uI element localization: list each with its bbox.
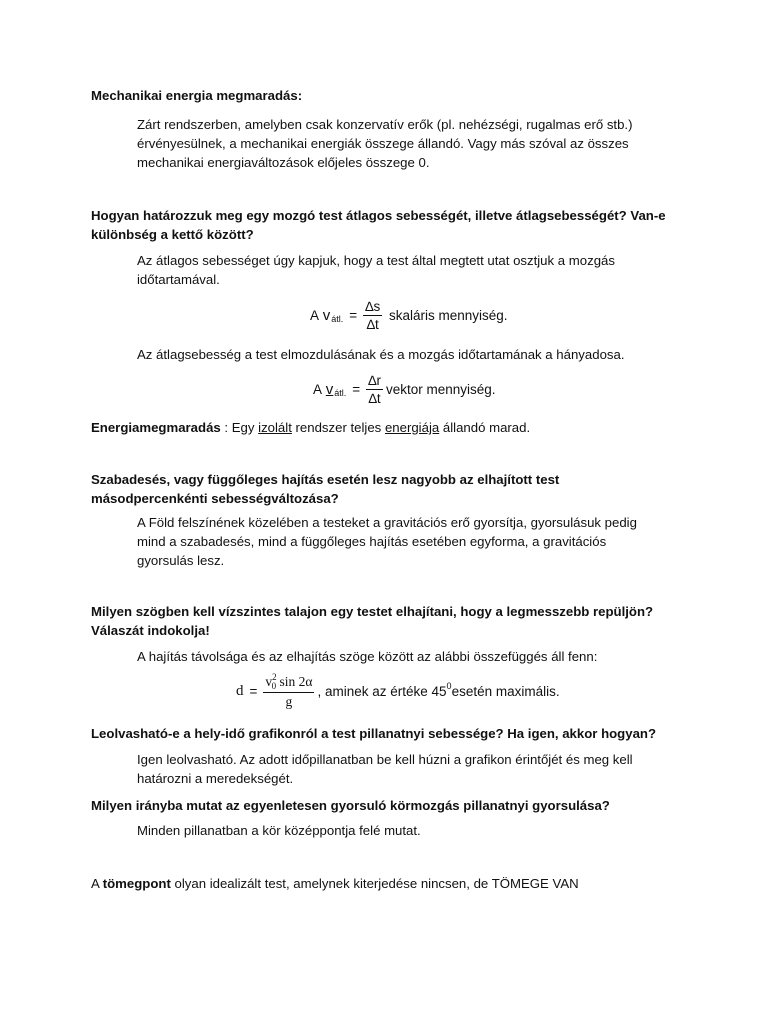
numerator-rest: sin 2α [279, 674, 313, 689]
heading-throw-angle [91, 602, 681, 640]
fraction-numerator [263, 674, 314, 693]
heading-position-time-graph: Leolvasható-e a hely-idő grafikonról a test pillanatnyi sebessége? Ha igen, akkor hogyan? [91, 726, 657, 741]
term-energy-conservation: Energiamegmaradás [91, 420, 221, 435]
formula-prefix: A [310, 308, 320, 323]
text-line: gyorsulás lesz. [137, 553, 225, 568]
paragraph-mechanical-energy [137, 115, 682, 172]
formula-fraction [366, 373, 383, 406]
term-point-mass: tömegpont [102, 876, 171, 891]
heading-mechanical-energy: Mechanikai energia megmaradás: [91, 88, 303, 103]
paragraph-point-mass [91, 874, 691, 893]
text-line: határozni a meredekségét. [137, 771, 294, 786]
text-line: Az átlagos sebességet úgy kapjuk, hogy a test által megtett utat osztjuk a mozgás [137, 253, 615, 268]
paragraph-circular-motion: Minden pillanatban a kör középpontja felé mutat. [137, 823, 421, 838]
degree-superscript: 0 [446, 681, 452, 691]
text-fragment: állandó marad. [439, 420, 531, 435]
fraction-numerator: ∆r [368, 373, 381, 388]
heading-free-fall [91, 470, 681, 508]
numerator-variable: v [265, 674, 273, 689]
formula-variable: v [325, 381, 334, 398]
paragraph-average-speed [137, 251, 682, 289]
link-isolated[interactable]: izolált [258, 420, 292, 435]
formula-throw-distance [236, 674, 560, 709]
heading-circular-motion: Milyen irányba mutat az egyenletesen gyorsuló körmozgás pillanatnyi gyorsulása? [91, 798, 610, 813]
text-line: különbség a kettő között? [91, 227, 254, 242]
formula-equals: = [352, 382, 361, 397]
text-line: Szabadesés, vagy függőleges hajítás esetén lesz nagyobb az elhajított test [91, 472, 560, 487]
text-fragment: A [91, 876, 103, 891]
paragraph-throw-angle: A hajítás távolsága és az elhajítás szöge között az alábbi összefüggés áll fenn: [137, 649, 598, 664]
fraction-denominator: ∆t [368, 391, 381, 406]
text-line: időtartamával. [137, 272, 220, 287]
formula-suffix: , aminek az értéke 45 [317, 684, 447, 699]
link-energy[interactable]: energiája [384, 420, 440, 435]
text-line: érvényesülnek, a mechanikai energiák összege állandó. Vagy más szóval az összes [137, 136, 629, 151]
text-line: Válaszát indokolja! [91, 623, 210, 638]
formula-suffix-end: esetén maximális. [451, 684, 560, 699]
formula-subscript: átl. [331, 314, 344, 324]
formula-fraction [363, 299, 382, 332]
numerator-superscript: 2 [272, 672, 277, 682]
text-fragment: olyan idealizált test, amelynek kiterjedése nincsen, de TÖMEGE VAN [170, 876, 579, 891]
fraction-denominator: ∆t [366, 317, 379, 332]
text-line: Hogyan határozzuk meg egy mozgó test átlagos sebességét, illetve átlagsebességét? Van-e [91, 208, 666, 223]
paragraph-average-velocity: Az átlagsebesség a test elmozdulásának és a mozgás időtartamának a hányadosa. [137, 347, 625, 362]
formula-prefix: A [313, 382, 323, 397]
text-line: mechanikai energiaváltozások előjeles összege 0. [137, 155, 430, 170]
formula-lhs: d [236, 683, 244, 699]
formula-average-speed [310, 299, 508, 332]
text-line: Zárt rendszerben, amelyben csak konzervatív erők (pl. nehézségi, rugalmas erő stb.) [137, 117, 633, 132]
formula-subscript: átl. [334, 388, 347, 398]
text-line: A Föld felszínének közelében a testeket a gravitációs erő gyorsítja, gyorsulásuk pedig [137, 515, 637, 530]
formula-fraction [263, 674, 314, 709]
paragraph-free-fall [137, 513, 682, 570]
text-line: Milyen szögben kell vízszintes talajon egy testet elhajítani, hogy a legmesszebb repüljön? [91, 604, 654, 619]
heading-average-speed [91, 206, 681, 244]
fraction-denominator: g [285, 694, 293, 709]
formula-equals: = [249, 684, 258, 699]
formula-suffix: skaláris mennyiség. [388, 308, 508, 323]
formula-suffix: vektor mennyiség. [385, 382, 496, 397]
text-fragment: : Egy [220, 420, 259, 435]
formula-average-velocity [313, 373, 496, 406]
paragraph-position-time-graph [137, 750, 682, 788]
fraction-numerator: ∆s [365, 299, 381, 314]
paragraph-energy-conservation [91, 418, 691, 437]
text-fragment: rendszer teljes [291, 420, 385, 435]
text-line: mind a szabadesés, mind a függőleges hajítás esetében egyforma, a gravitációs [137, 534, 607, 549]
numerator-subscript: 0 [271, 681, 277, 691]
text-line: másodpercenkénti sebességváltozása? [91, 491, 339, 506]
formula-equals: = [349, 308, 358, 323]
formula-variable: v [322, 307, 331, 324]
text-line: Igen leolvasható. Az adott időpillanatban be kell húzni a grafikon érintőjét és meg kell [137, 752, 633, 767]
